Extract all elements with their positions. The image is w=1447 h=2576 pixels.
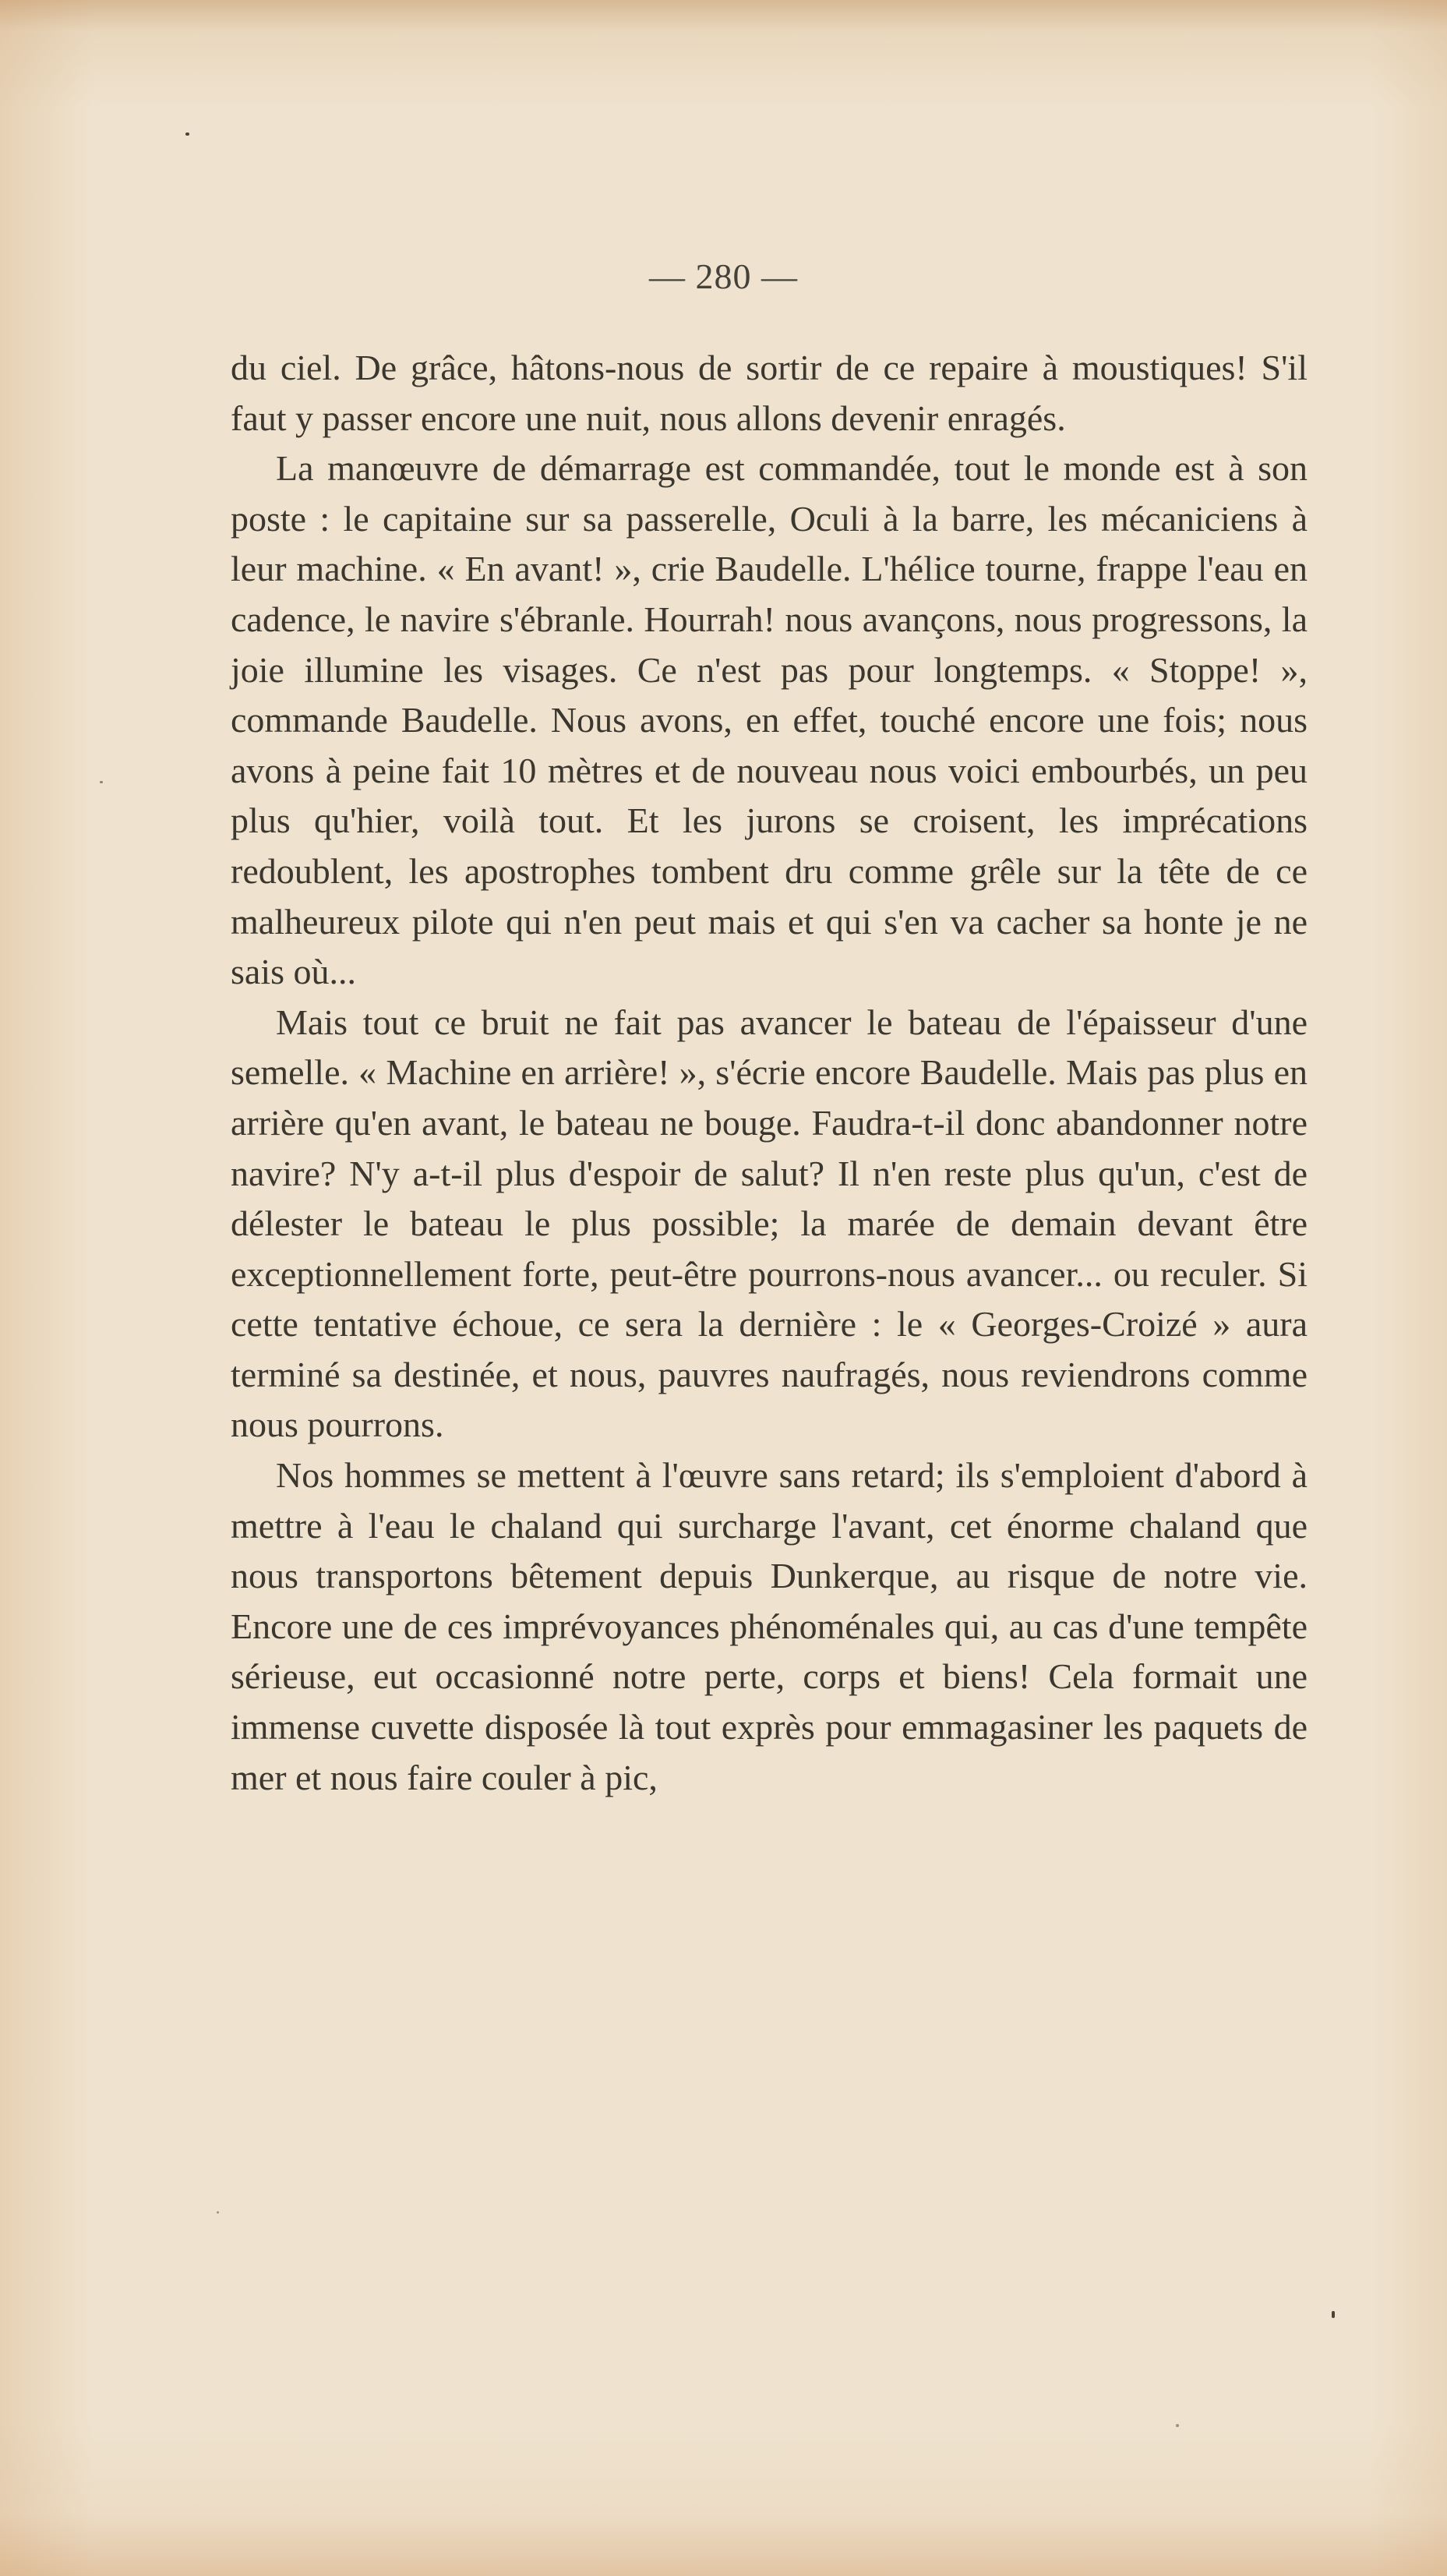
paper-speck bbox=[185, 133, 189, 136]
paper-speck bbox=[100, 781, 103, 783]
body-text bbox=[231, 343, 1308, 1803]
paragraph: du ciel. De grâce, hâtons-nous de sortir de ce repaire à moustiques! S'il faut y passer encore une nuit, nous allons devenir enragés. bbox=[231, 348, 1308, 438]
page-number: — 280 — bbox=[649, 256, 798, 296]
paragraph: Mais tout ce bruit ne fait pas avancer le bateau de l'épaisseur d'une semelle. « Machine en arrière! », s'écrie encore Baudelle. Mais pas plus en arrière qu'en avant, le bateau ne bouge. Faudra-t-il donc abandonner notre navire? N'y a-t-il plus d'espoir de salut? Il n'en reste plus qu'un, c'est de délester le bateau le plus possible; la marée de demain devant être exceptionnellement forte, peut-être pourrons-nous avancer... ou reculer. Si cette tentative échoue, ce sera la dernière : le « Georges-Croizé » aura terminé sa destinée, et nous, pauvres naufragés, nous reviendrons comme nous pourrons. bbox=[231, 1002, 1308, 1445]
paper-speck bbox=[1176, 2424, 1179, 2427]
paper-speck bbox=[1332, 2311, 1335, 2318]
paragraph: Nos hommes se mettent à l'œuvre sans retard; ils s'emploient d'abord à mettre à l'eau le chaland qui surcharge l'avant, cet énorme chaland que nous transportons bêtement depuis Dunkerque, au risque de notre vie. Encore une de ces imprévoyances phénoménales qui, au cas d'une tempête sérieuse, eut occasionné notre perte, corps et biens! Cela formait une immense cuvette disposée là tout exprès pour emmagasiner les paquets de mer et nous faire couler à pic, bbox=[231, 1455, 1308, 1797]
paper-speck bbox=[217, 2211, 219, 2214]
paragraph: La manœuvre de démarrage est commandée, tout le monde est à son poste : le capitaine sur sa passerelle, Oculi à la barre, les mécaniciens à leur machine. « En avant! », crie Baudelle. L'hélice tourne, frappe l'eau en cadence, le navire s'ébranle. Hourrah! nous avançons, nous progressons, la joie illumine les visages. Ce n'est pas pour longtemps. « Stoppe! », commande Baudelle. Nous avons, en effet, touché encore une fois; nous avons à peine fait 10 mètres et de nouveau nous voici embourbés, un peu plus qu'hier, voilà tout. Et les jurons se croisent, les imprécations redoublent, les apostrophes tombent dru comme grêle sur la tête de ce malheureux pilote qui n'en peut mais et qui s'en va cacher sa honte je ne sais où... bbox=[231, 448, 1308, 992]
